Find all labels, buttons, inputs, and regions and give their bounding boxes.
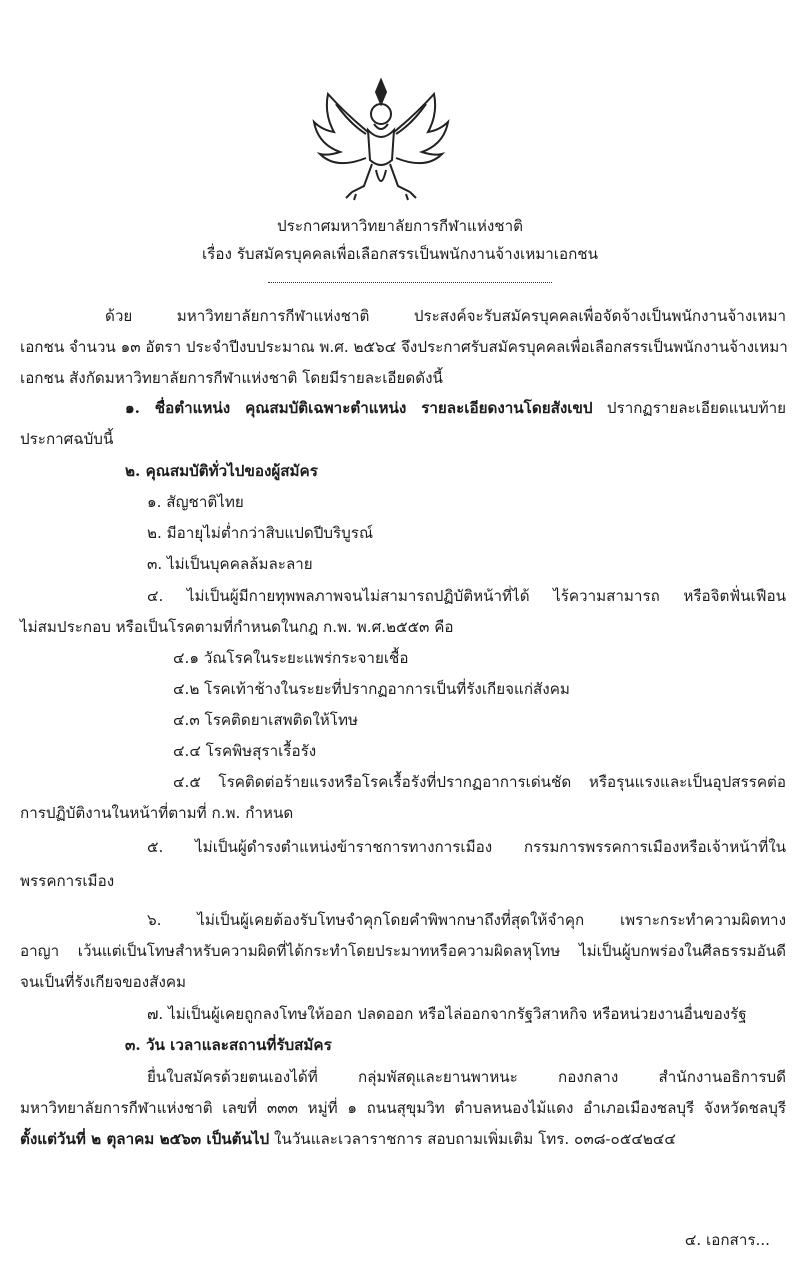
section-2-item-7: ๗. ไม่เป็นผู้เคยถูกลงโทษให้ออก ปลดออก หรือไล่ออกจากรัฐวิสาหกิจ หรือหน่วยงานอื่นของรัฐ: [147, 1005, 747, 1023]
section-2-item-1: ๑. สัญชาติไทย: [147, 493, 244, 511]
section-1-rest: ปรากฏรายละเอียดแนบท้าย: [592, 399, 787, 417]
section-2-item-5-line-1: ๕. ไม่เป็นผู้ดำรงตำแหน่งข้าราชการทางการเมือง กรรมการพรรคการเมืองหรือเจ้าหน้าที่ใน: [147, 838, 786, 856]
section-2-item-6-line-3: จนเป็นที่รังเกียจของสังคม: [20, 973, 187, 991]
intro-line-3: เอกชน สังกัดมหาวิทยาลัยการกีฬาแห่งชาติ โดยมีรายละเอียดดังนี้: [20, 369, 443, 387]
section-3-line-3: [20, 1127, 676, 1151]
section-2-item-4-line-2: ไม่สมประกอบ หรือเป็นโรคตามที่กำหนดในกฎ ก.พ. พ.ศ.๒๕๕๓ คือ: [20, 618, 454, 636]
section-2-sub-4-5-line-2: การปฏิบัติงานในหน้าที่ตามที่ ก.พ. กำหนด: [20, 804, 294, 822]
announcement-title: ประกาศมหาวิทยาลัยการกีฬาแห่งชาติ: [277, 217, 523, 235]
section-2-sub-4-2: ๔.๒ โรคเท้าช้างในระยะที่ปรากฏอาการเป็นที่รังเกียจแก่สังคม: [173, 680, 570, 698]
dotted-divider: [268, 282, 552, 283]
section-3-line-2: มหาวิทยาลัยการกีฬาแห่งชาติ เลขที่ ๓๓๓ หมู่ที่ ๑ ถนนสุขุมวิท ตำบลหนองไม้แดง อำเภอเมืองชลบุรี จังหวัดชลบุรี: [20, 1099, 786, 1117]
section-2-item-5-line-2: พรรคการเมือง: [20, 872, 115, 890]
section-2-item-4-line-1: ๔. ไม่เป็นผู้มีกายทุพพลภาพจนไม่สามารถปฏิบัติหน้าที่ได้ ไร้ความสามารถ หรือจิตฟั่นเฟือน: [147, 587, 786, 605]
continued-marker: ๔. เอกสาร...: [684, 1231, 770, 1249]
announcement-subject: เรื่อง รับสมัครบุคคลเพื่อเลือกสรรเป็นพนักงานจ้างเหมาเอกชน: [201, 245, 598, 263]
section-1-line-1: [125, 396, 786, 420]
section-2-sub-4-5-line-1: ๔.๕ โรคติดต่อร้ายแรงหรือโรคเรื้อรังที่ปรากฏอาการเด่นชัด หรือรุนแรงและเป็นอุปสรรคต่อ: [173, 773, 786, 791]
section-2-sub-4-1: ๔.๑ วัณโรคในระยะแพร่กระจายเชื้อ: [173, 649, 409, 667]
section-2-heading: ๒. คุณสมบัติทั่วไปของผู้สมัคร: [125, 462, 318, 480]
contact-info: ในวันและเวลาราชการ สอบถามเพิ่มเติม โทร. ๐๓๘-๐๕๔๒๔๔: [269, 1130, 676, 1148]
section-1-line-2: ประกาศฉบับนี้: [20, 430, 114, 448]
section-3-heading: ๓. วัน เวลาและสถานที่รับสมัคร: [125, 1036, 332, 1054]
garuda-emblem-icon: [306, 74, 456, 202]
application-date: ตั้งแต่วันที่ ๒ ตุลาคม ๒๕๖๓ เป็นต้นไป: [20, 1130, 270, 1148]
section-2-sub-4-3: ๔.๓ โรคติดยาเสพติดให้โทษ: [173, 711, 358, 729]
section-2-item-3: ๓. ไม่เป็นบุคคลล้มละลาย: [147, 555, 313, 573]
section-2-item-2: ๒. มีอายุไม่ต่ำกว่าสิบแปดปีบริบูรณ์: [147, 524, 374, 542]
section-2-item-6-line-1: ๖. ไม่เป็นผู้เคยต้องรับโทษจำคุกโดยคำพิพากษาถึงที่สุดให้จำคุก เพราะกระทำความผิดทาง: [147, 911, 786, 929]
intro-line-1: ด้วย มหาวิทยาลัยการกีฬาแห่งชาติ ประสงค์จะรับสมัครบุคคลเพื่อจัดจ้างเป็นพนักงานจ้างเหมา: [105, 307, 786, 325]
intro-line-2: เอกชน จำนวน ๑๓ อัตรา ประจำปีงบประมาณ พ.ศ. ๒๕๖๔ จึงประกาศรับสมัครบุคคลเพื่อเลือกสรรเป็นพนักงานจ้างเหมา: [20, 338, 788, 356]
section-2-sub-4-4: ๔.๔ โรคพิษสุราเรื้อรัง: [173, 742, 317, 760]
section-1-heading: ๑. ชื่อตำแหน่ง คุณสมบัติเฉพาะตำแหน่ง รายละเอียดงานโดยสังเขป: [125, 399, 593, 417]
section-2-item-6-line-2: อาญา เว้นแต่เป็นโทษสำหรับความผิดที่ได้กระทำโดยประมาทหรือความผิดลหุโทษ ไม่เป็นผู้บกพร่องในศีลธรรมอันดี: [20, 942, 786, 960]
section-3-line-1: ยื่นใบสมัครด้วยตนเองได้ที่ กลุ่มพัสดุและยานพาหนะ กองกลาง สำนักงานอธิการบดี: [147, 1068, 786, 1086]
